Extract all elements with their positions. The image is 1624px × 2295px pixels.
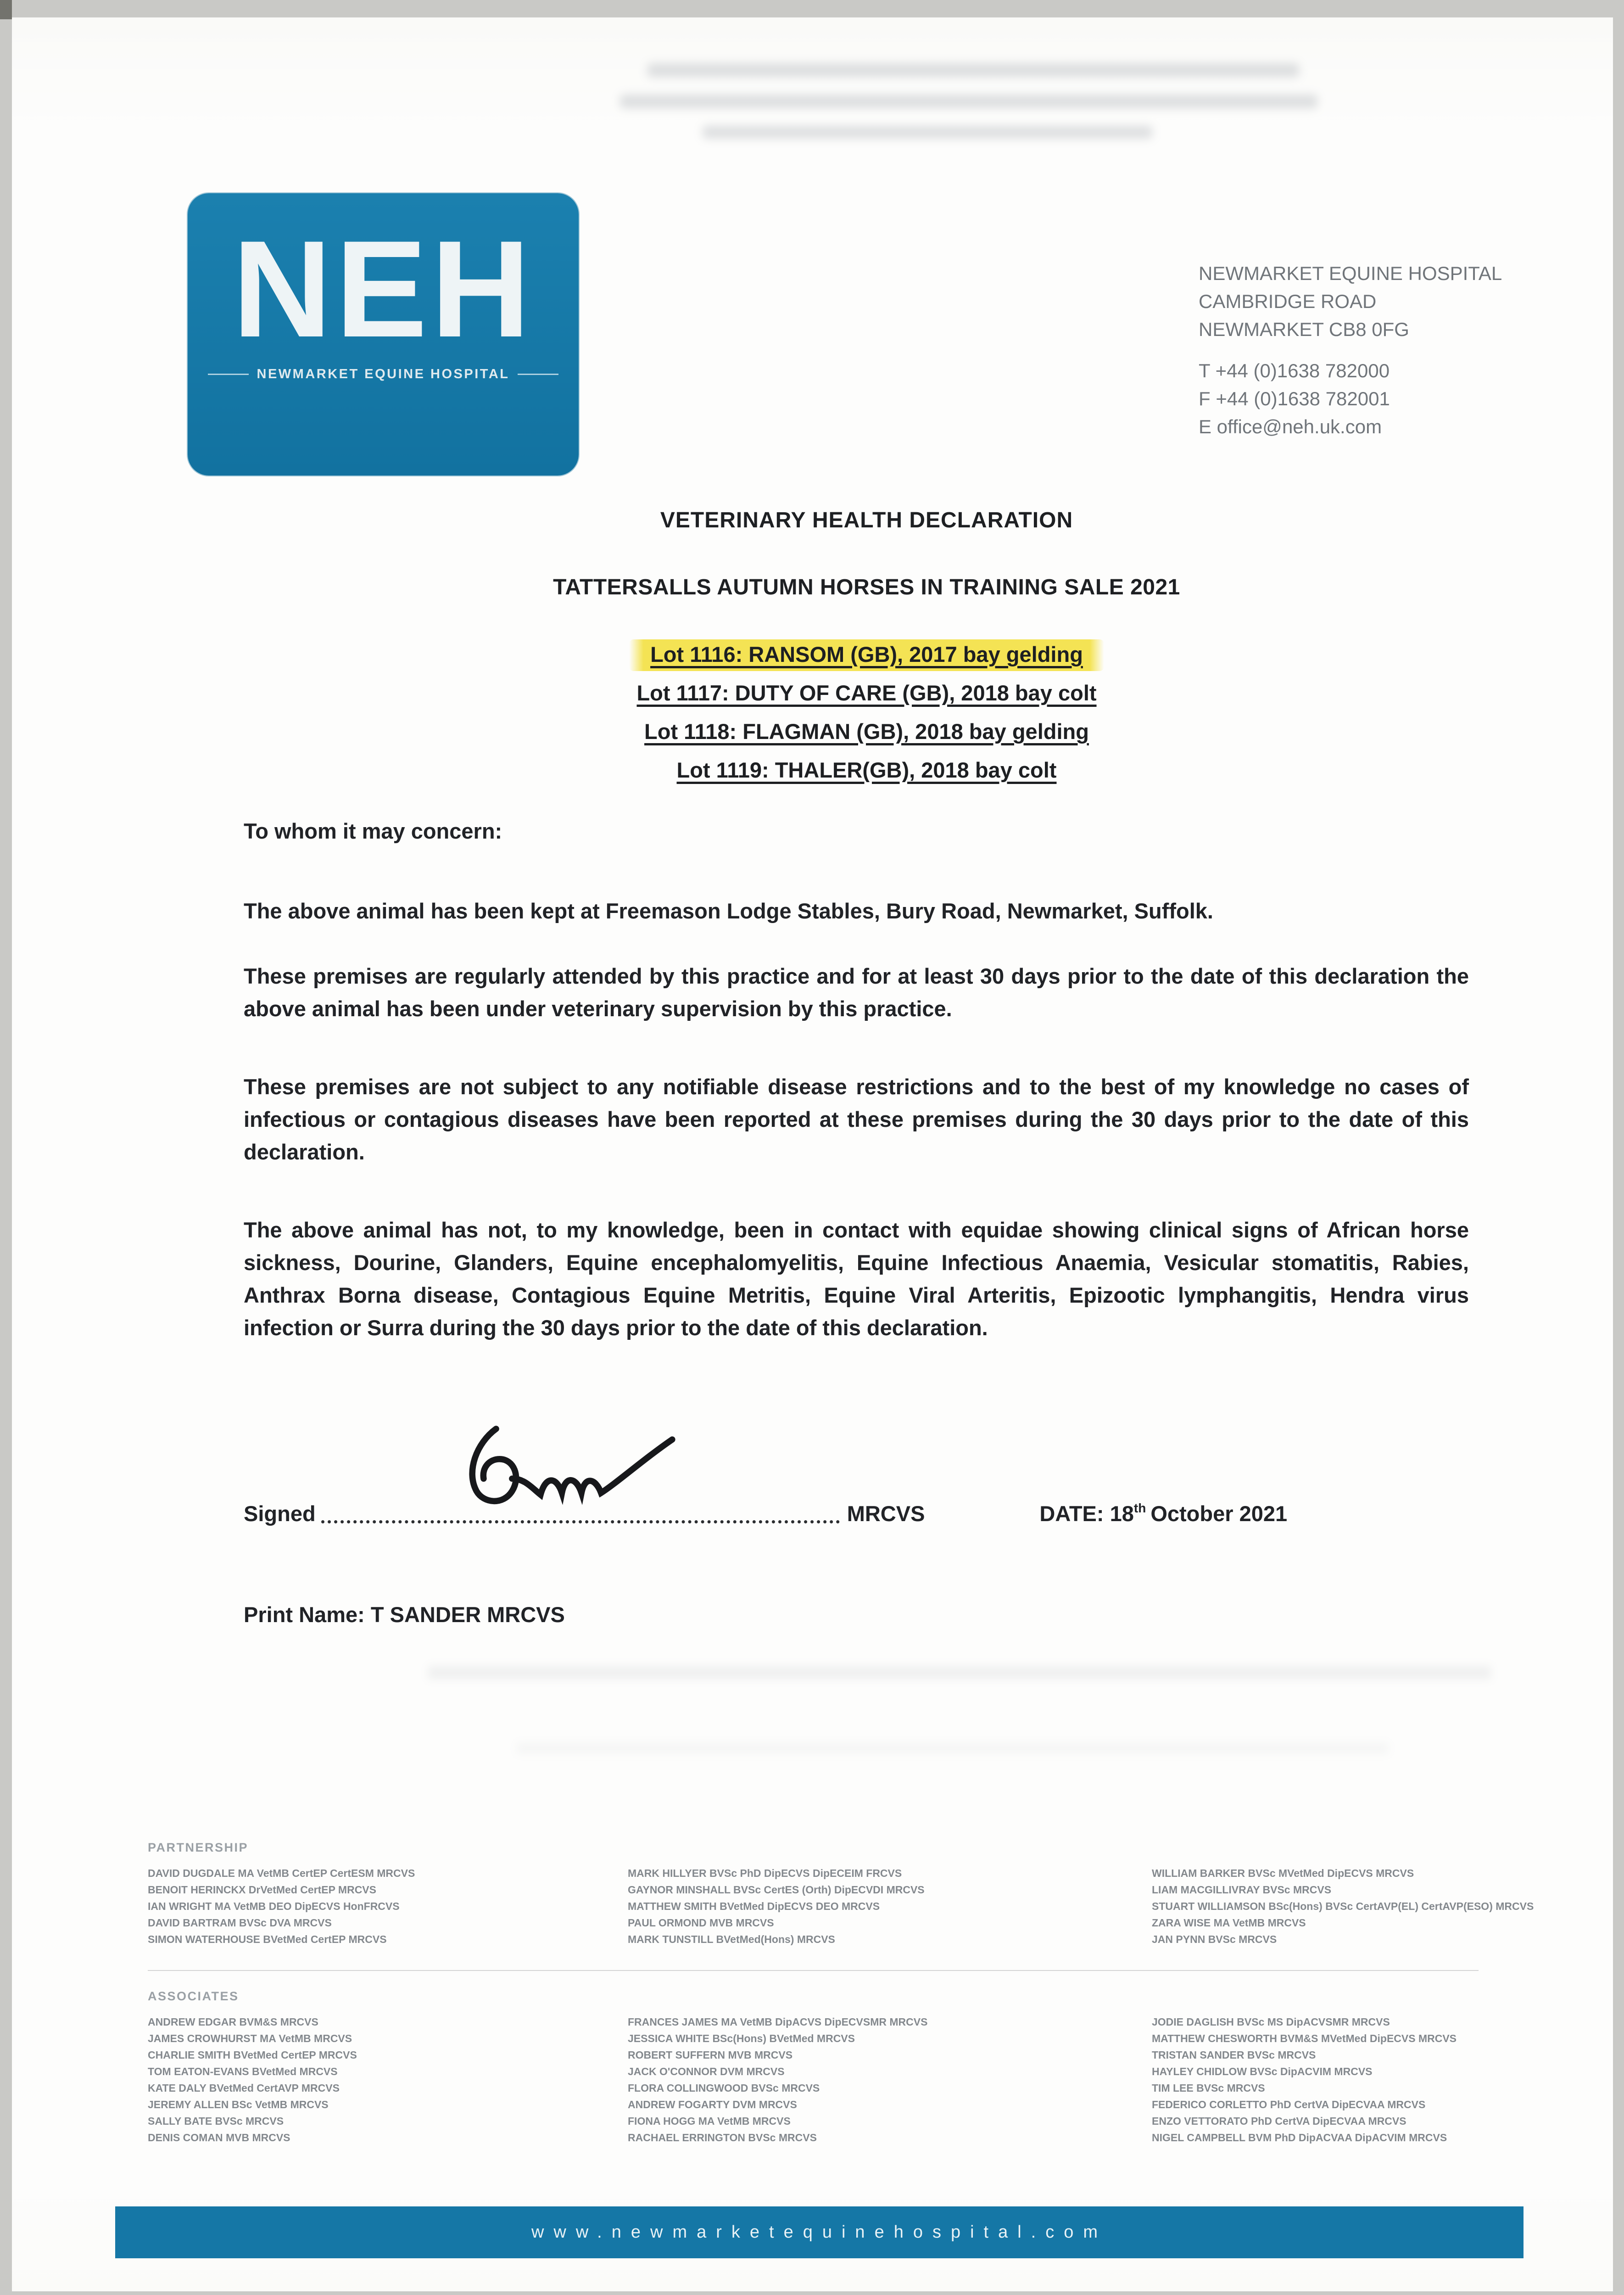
staff-name: MATTHEW SMITH BVetMed DipECVS DEO MRCVS	[628, 1900, 880, 1912]
document-title: VETERINARY HEALTH DECLARATION	[660, 508, 1073, 532]
letterhead-address-block	[1199, 259, 1502, 441]
associates-column-2	[628, 2014, 1152, 2146]
lot-1118: Lot 1118: FLAGMAN (GB), 2018 bay gelding	[644, 719, 1089, 744]
partnership-label: PARTNERSHIP	[148, 1841, 249, 1854]
staff-name: WILLIAM BARKER BVSc MVetMed DipECVS MRCVS	[1152, 1867, 1414, 1879]
staff-name: JODIE DAGLISH BVSc MS DipACVSMR MRCVS	[1152, 2016, 1390, 2028]
phone-line: T +44 (0)1638 782000	[1199, 360, 1390, 381]
staff-name: SIMON WATERHOUSE BVetMed CertEP MRCVS	[148, 1933, 387, 1945]
staff-name: DAVID BARTRAM BVSc DVA MRCVS	[148, 1917, 332, 1929]
address-line-2: CAMBRIDGE ROAD	[1199, 291, 1377, 312]
lot-1116-highlighted: Lot 1116: RANSOM (GB), 2017 bay gelding	[629, 639, 1104, 671]
signature-dotted-line	[321, 1514, 840, 1523]
associates-column-1	[148, 2014, 628, 2146]
staff-name: ROBERT SUFFERN MVB MRCVS	[628, 2049, 793, 2061]
neh-logo-name: NEWMARKET EQUINE HOSPITAL	[208, 367, 558, 382]
scan-corner-mark	[0, 0, 12, 19]
staff-name: FEDERICO CORLETTO PhD CertVA DipECVAA MRCVS	[1152, 2099, 1426, 2110]
scan-artifact-top	[620, 63, 1336, 139]
staff-name: MARK HILLYER BVSc PhD DipECVS DipECEIM FRCVS	[628, 1867, 902, 1879]
lot-list	[12, 642, 1613, 796]
staff-name: BENOIT HERINCKX DrVetMed CertEP MRCVS	[148, 1884, 376, 1896]
lot-1119: Lot 1119: THALER(GB), 2018 bay colt	[676, 758, 1057, 782]
document-subtitle: TATTERSALLS AUTUMN HORSES IN TRAINING SALE 2021	[553, 575, 1180, 599]
staff-name: NIGEL CAMPBELL BVM PhD DipACVAA DipACVIM MRCVS	[1152, 2132, 1447, 2144]
staff-name: IAN WRIGHT MA VetMB DEO DipECVS HonFRCVS	[148, 1900, 400, 1912]
neh-logo	[188, 193, 579, 476]
lot-entry	[120, 757, 1613, 796]
paragraph-no-restrictions: These premises are not subject to any notifiable disease restrictions and to the best of my knowledge no cases of infectious or contagious diseases have been reported at these premises during the 30 days prior to the date of this declaration.	[244, 1075, 1469, 1164]
staff-name: CHARLIE SMITH BVetMed CertEP MRCVS	[148, 2049, 357, 2061]
handwritten-signature	[418, 1413, 720, 1528]
associates-columns	[148, 2014, 1579, 2146]
staff-name: DENIS COMAN MVB MRCVS	[148, 2132, 290, 2144]
staff-name: ANDREW EDGAR BVM&S MRCVS	[148, 2016, 318, 2028]
scan-artifact-middle-2	[517, 1742, 1389, 1754]
lot-entry	[120, 680, 1613, 719]
website-bar: www.newmarketequinehospital.com	[115, 2206, 1524, 2258]
partnership-columns	[148, 1865, 1579, 1948]
staff-name: ENZO VETTORATO PhD CertVA DipECVAA MRCVS	[1152, 2115, 1406, 2127]
letter-paper	[12, 17, 1613, 2291]
partnership-column-3	[1152, 1865, 1579, 1948]
lot-1117: Lot 1117: DUTY OF CARE (GB), 2018 bay colt	[636, 681, 1097, 705]
paragraph-kept-at: The above animal has been kept at Freemason Lodge Stables, Bury Road, Newmarket, Suffolk.	[244, 899, 1213, 923]
partnership-column-1	[148, 1865, 628, 1948]
lot-entry	[120, 642, 1613, 680]
staff-name: FLORA COLLINGWOOD BVSc MRCVS	[628, 2082, 820, 2094]
staff-name: JAMES CROWHURST MA VetMB MRCVS	[148, 2032, 352, 2044]
staff-name: FRANCES JAMES MA VetMB DipACVS DipECVSMR MRCVS	[628, 2016, 928, 2028]
address-line-3: NEWMARKET CB8 0FG	[1199, 319, 1409, 340]
date-month-year: October 2021	[1150, 1501, 1288, 1526]
staff-name: DAVID DUGDALE MA VetMB CertEP CertESM MRCVS	[148, 1867, 415, 1879]
letter-body	[244, 815, 1469, 1344]
date-label: DATE: 18	[1039, 1501, 1134, 1526]
email-line: E office@neh.uk.com	[1199, 416, 1382, 437]
paragraph-premises-attended: These premises are regularly attended by this practice and for at least 30 days prior to the date of this declaration the above animal has been under veterinary supervision by this practice.	[244, 964, 1469, 1021]
staff-name: TOM EATON-EVANS BVetMed MRCVS	[148, 2066, 338, 2077]
staff-name: STUART WILLIAMSON BSc(Hons) BVSc CertAVP(EL) CertAVP(ESO) MRCVS	[1152, 1900, 1534, 1912]
staff-name: SALLY BATE BVSc MRCVS	[148, 2115, 284, 2127]
staff-name: JESSICA WHITE BSc(Hons) BVetMed MRCVS	[628, 2032, 855, 2044]
staff-name: KATE DALY BVetMed CertAVP MRCVS	[148, 2082, 340, 2094]
staff-name: RACHAEL ERRINGTON BVSc MRCVS	[628, 2132, 817, 2144]
staff-name: PAUL ORMOND MVB MRCVS	[628, 1917, 774, 1929]
lot-entry	[120, 719, 1613, 757]
print-name: Print Name: T SANDER MRCVS	[244, 1602, 565, 1627]
signature-row	[244, 1501, 1287, 1526]
signature-qualification: MRCVS	[847, 1501, 925, 1526]
associates-column-3	[1152, 2014, 1579, 2146]
footer-divider	[148, 1970, 1479, 1971]
staff-name: ZARA WISE MA VetMB MRCVS	[1152, 1917, 1306, 1929]
signature-date	[1039, 1501, 1287, 1526]
staff-name: TIM LEE BVSc MRCVS	[1152, 2082, 1265, 2094]
staff-name: LIAM MACGILLIVRAY BVSc MRCVS	[1152, 1884, 1332, 1896]
partnership-section	[148, 1841, 1579, 1948]
staff-name: JAN PYNN BVSc MRCVS	[1152, 1933, 1277, 1945]
signed-label: Signed	[244, 1501, 316, 1526]
address-line-1: NEWMARKET EQUINE HOSPITAL	[1199, 263, 1502, 284]
associates-label: ASSOCIATES	[148, 1989, 239, 2003]
scan-artifact-middle	[428, 1666, 1491, 1679]
fax-line: F +44 (0)1638 782001	[1199, 388, 1390, 409]
salutation: To whom it may concern:	[244, 819, 502, 843]
staff-name: GAYNOR MINSHALL BVSc CertES (Orth) DipECVDI MRCVS	[628, 1884, 925, 1896]
staff-name: TRISTAN SANDER BVSc MRCVS	[1152, 2049, 1316, 2061]
staff-name: ANDREW FOGARTY DVM MRCVS	[628, 2099, 797, 2110]
staff-name: JEREMY ALLEN BSc VetMB MRCVS	[148, 2099, 329, 2110]
neh-logo-acronym: NEH	[232, 212, 534, 366]
partnership-column-2	[628, 1865, 1152, 1948]
staff-name: MARK TUNSTILL BVetMed(Hons) MRCVS	[628, 1933, 835, 1945]
staff-name: FIONA HOGG MA VetMB MRCVS	[628, 2115, 791, 2127]
associates-section	[148, 1989, 1579, 2146]
date-ordinal: th	[1133, 1501, 1146, 1515]
staff-name: HAYLEY CHIDLOW BVSc DipACVIM MRCVS	[1152, 2066, 1373, 2077]
paragraph-no-contact-diseases: The above animal has not, to my knowledge, been in contact with equidae showing clinical signs of African horse sickness, Dourine, Glanders, Equine encephalomyelitis, Equine Infectious Anaemia, Vesicular stomatitis, Rabies, Anthrax Borna disease, Contagious Equine Metritis, Equine Viral Arteritis, Epizootic lymphangitis, Hendra virus infection or Surra during the 30 days prior to the date of this declaration.	[244, 1218, 1469, 1340]
staff-name: JACK O'CONNOR DVM MRCVS	[628, 2066, 785, 2077]
staff-name: MATTHEW CHESWORTH BVM&S MVetMed DipECVS MRCVS	[1152, 2032, 1457, 2044]
contact-block	[1199, 357, 1502, 441]
